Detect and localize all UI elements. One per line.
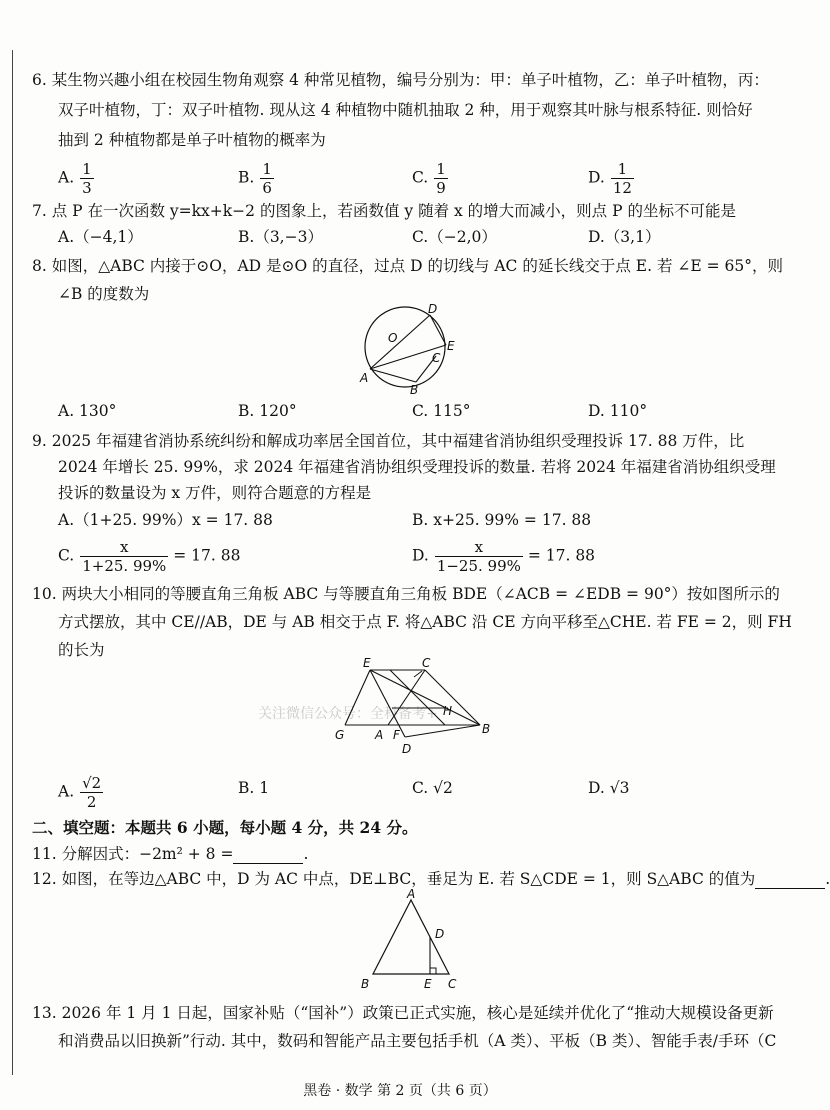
q12-right-angle-mark — [430, 968, 436, 974]
q13-line1: 13. 2026 年 1 月 1 日起，国家补贴（“国补”）政策已正式实施，核心是延续并优化了“推动大规模设备更新 — [32, 1004, 774, 1022]
q11-line: 11. 分解因式：−2m² + 8 = . — [32, 845, 309, 863]
q8-label-b: B — [410, 383, 419, 397]
q10-label-a: A — [375, 728, 384, 742]
q11-answer-blank[interactable] — [233, 863, 303, 864]
q8-option-d: D. 110° — [588, 402, 648, 420]
section-title-fill-in: 二、填空题：本题共 6 小题，每小题 4 分，共 24 分。 — [32, 818, 418, 837]
q10-line1: 10. 两块大小相同的等腰直角三角板 ABC 与等腰直角三角板 BDE（∠ACB = ∠EDB = 90°）按如图所示的 — [32, 585, 780, 603]
q7-option-a: A.（−4,1） — [58, 228, 143, 246]
q6-option-a: A. $\frac{1}{3}$ — [58, 160, 92, 197]
q10-label-h: H — [443, 704, 453, 718]
q8-circle — [365, 307, 445, 387]
q8-label-a: A — [360, 371, 369, 385]
watermark: 关注微信公众号：全科备考+ — [258, 706, 438, 722]
q10-segment-eb — [370, 670, 480, 725]
q10-segment-translated — [390, 670, 445, 725]
q10-label-f: F — [393, 728, 400, 742]
q6-option-b: B. $\frac{1}{6}$ — [238, 160, 272, 197]
q7-option-d: D.（3,1） — [588, 228, 661, 246]
q13-line2: 和消费品以旧换新”行动. 其中，数码和智能产品主要包括手机（A 类）、平板（B 类）、智能手表/手环（C — [58, 1032, 777, 1050]
q8-line2: ∠B 的度数为 — [58, 285, 150, 303]
q9-line3: 投诉的数量设为 x 万件，则符合题意的方程是 — [58, 484, 372, 502]
q10-triangles-figure — [330, 655, 500, 757]
q12-label-c: C — [448, 977, 457, 991]
q8-label-c: C — [432, 351, 441, 365]
q10-option-d: D. √3 — [588, 779, 630, 797]
q9-line2: 2024 年增长 25. 99%，求 2024 年福建省消协组织受理投诉的数量. 若将 2024 年福建省消协组织受理 — [58, 458, 776, 476]
q10-line3: 的长为 — [58, 641, 105, 659]
q8-label-d: D — [428, 302, 438, 316]
margin-rule — [12, 50, 13, 1075]
q8-label-o: O — [388, 331, 398, 345]
q9-option-d: D. $\frac{x}{1-25. 99\%}$ = 17. 88 — [412, 538, 596, 575]
q10-label-c: C — [422, 656, 431, 670]
page-footer: 黑卷 · 数学 第 2 页（共 6 页） — [303, 1083, 497, 1099]
q6-line2: 双子叶植物，丁：双子叶植物. 现从这 4 种植物中随机抽取 2 种，用于观察其叶脉与根系特征. 则恰好 — [58, 101, 753, 119]
q12-line: 12. 如图，在等边△ABC 中，D 为 AC 中点，DE⊥BC，垂足为 E. 若 S△CDE = 1，则 S△ABC 的值为 . — [32, 870, 830, 888]
q9-option-c: C. $\frac{x}{1+25. 99\%}$ = 17. 88 — [58, 538, 241, 575]
q12-triangle-figure — [355, 888, 465, 994]
q12-answer-blank[interactable] — [755, 888, 825, 889]
q8-line1: 8. 如图，△ABC 内接于⊙O，AD 是⊙O 的直径，过点 D 的切线与 AC 的延长线交于点 E. 若 ∠E = 65°，则 — [32, 257, 783, 275]
q9-line1: 9. 2025 年福建省消协系统纠纷和解成功率居全国首位，其中福建省消协组织受理投诉 17. 88 万件，比 — [32, 432, 745, 450]
q10-label-d: D — [402, 742, 412, 756]
q6-line3: 抽到 2 种植物都是单子叶植物的概率为 — [58, 131, 326, 149]
q6-line1: 6. 某生物兴趣小组在校园生物角观察 4 种常见植物，编号分别为：甲：单子叶植物，乙：单子叶植物，丙： — [32, 71, 769, 89]
q10-line2: 方式摆放，其中 CE//AB，DE 与 AB 相交于点 F. 将△ABC 沿 CE 方向平移至△CHE. 若 FE = 2，则 FH — [58, 613, 792, 631]
q8-diameter-ad — [370, 315, 430, 369]
q12-label-d: D — [435, 927, 445, 941]
q8-label-e: E — [447, 339, 455, 353]
q7-option-c: C.（−2,0） — [412, 228, 497, 246]
q9-option-a: A.（1+25. 99%）x = 17. 88 — [58, 511, 273, 529]
q10-segment-cb — [425, 670, 480, 725]
q10-label-b: B — [482, 722, 491, 736]
q10-option-b: B. 1 — [238, 779, 270, 797]
q10-segment-db — [405, 725, 480, 737]
q8-option-c: C. 115° — [412, 402, 471, 420]
q7-option-b: B.（3,−3） — [238, 228, 323, 246]
q12-label-a: A — [407, 887, 416, 901]
q8-circle-figure — [350, 300, 470, 400]
q8-option-a: A. 130° — [58, 402, 117, 420]
q12-label-e: E — [424, 977, 432, 991]
q6-option-d: D. $\frac{1}{12}$ — [588, 160, 632, 197]
q10-option-c: C. √2 — [412, 779, 453, 797]
q10-label-e: E — [363, 656, 371, 670]
q10-label-g: G — [335, 728, 345, 742]
q12-label-b: B — [361, 977, 370, 991]
q8-option-b: B. 120° — [238, 402, 297, 420]
q6-option-c: C. $\frac{1}{9}$ — [412, 160, 446, 197]
q9-option-b: B. x+25. 99% = 17. 88 — [412, 511, 592, 529]
q10-segment-ge — [345, 670, 370, 725]
q10-segment-ac — [388, 670, 425, 725]
q7-line1: 7. 点 P 在一次函数 y=kx+k−2 的图象上，若函数值 y 随着 x 的增大而减小，则点 P 的坐标不可能是 — [32, 202, 736, 220]
q10-option-a: A. $\frac{√2}{2}$ — [58, 774, 102, 811]
q8-tangent-de — [430, 315, 446, 345]
